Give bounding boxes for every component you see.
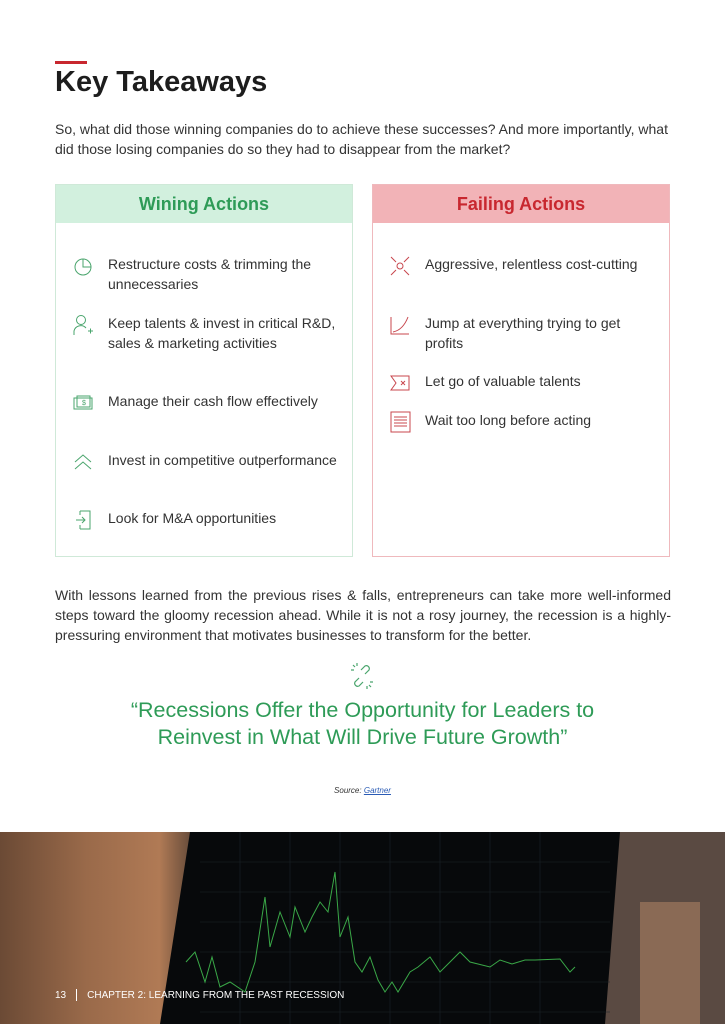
list-item: Aggressive, relentless cost-cutting <box>425 255 660 275</box>
pie-chart-icon <box>72 255 94 277</box>
document-lines-icon <box>389 411 411 433</box>
list-item: Invest in competitive outperformance <box>108 451 343 471</box>
chapter-title: CHAPTER 2: LEARNING FROM THE PAST RECESSION <box>87 989 345 1001</box>
list-item: Keep talents & invest in critical R&D, sales & marketing activities <box>108 314 343 353</box>
growth-curve-icon <box>389 314 411 336</box>
title-accent-bar <box>55 61 87 64</box>
list-item: Look for M&A opportunities <box>108 509 343 529</box>
list-item: Wait too long before acting <box>425 411 660 431</box>
list-item: Jump at everything trying to get profits <box>425 314 660 353</box>
footer-divider <box>76 989 77 1001</box>
list-item: $ Manage their cash flow effectively <box>108 392 343 412</box>
remove-tag-icon <box>389 372 411 394</box>
source-link[interactable]: Gartner <box>363 786 391 795</box>
quote-source: Source: Gartner <box>334 786 391 795</box>
failing-actions-card <box>372 184 670 557</box>
body-paragraph: With lessons learned from the previous rises & falls, entrepreneurs can take more well-informed steps toward the gloomy recession ahead. While it is not a rosy journey, the recession is a highly-pressuring environment that motivates businesses to transform for the better. <box>55 587 671 643</box>
winning-actions-card <box>55 184 353 557</box>
double-chevron-up-icon <box>72 451 94 473</box>
winning-actions-header: Wining Actions <box>56 185 352 223</box>
list-item: Restructure costs & trimming the unnecessaries <box>108 255 343 294</box>
enter-icon <box>72 509 94 531</box>
page-title: Key Takeaways <box>55 66 268 98</box>
intro-paragraph: So, what did those winning companies do to achieve these successes? And more importantly, what did those losing companies do so they had to disappear from the market? <box>55 121 668 157</box>
broken-link-icon <box>348 662 376 690</box>
cash-icon <box>72 392 94 414</box>
failing-actions-header: Failing Actions <box>373 185 669 223</box>
page-footer <box>55 989 344 1001</box>
list-item: Let go of valuable talents <box>425 372 660 392</box>
user-add-icon <box>72 314 94 336</box>
page-number: 13 <box>55 989 67 1001</box>
compress-arrows-icon <box>389 255 411 277</box>
pull-quote: “Recessions Offer the Opportunity for Leaders to Reinvest in What Will Drive Future Growth” <box>130 698 595 749</box>
svg-text:$: $ <box>82 400 86 407</box>
stock-chart-photo <box>0 832 725 1024</box>
